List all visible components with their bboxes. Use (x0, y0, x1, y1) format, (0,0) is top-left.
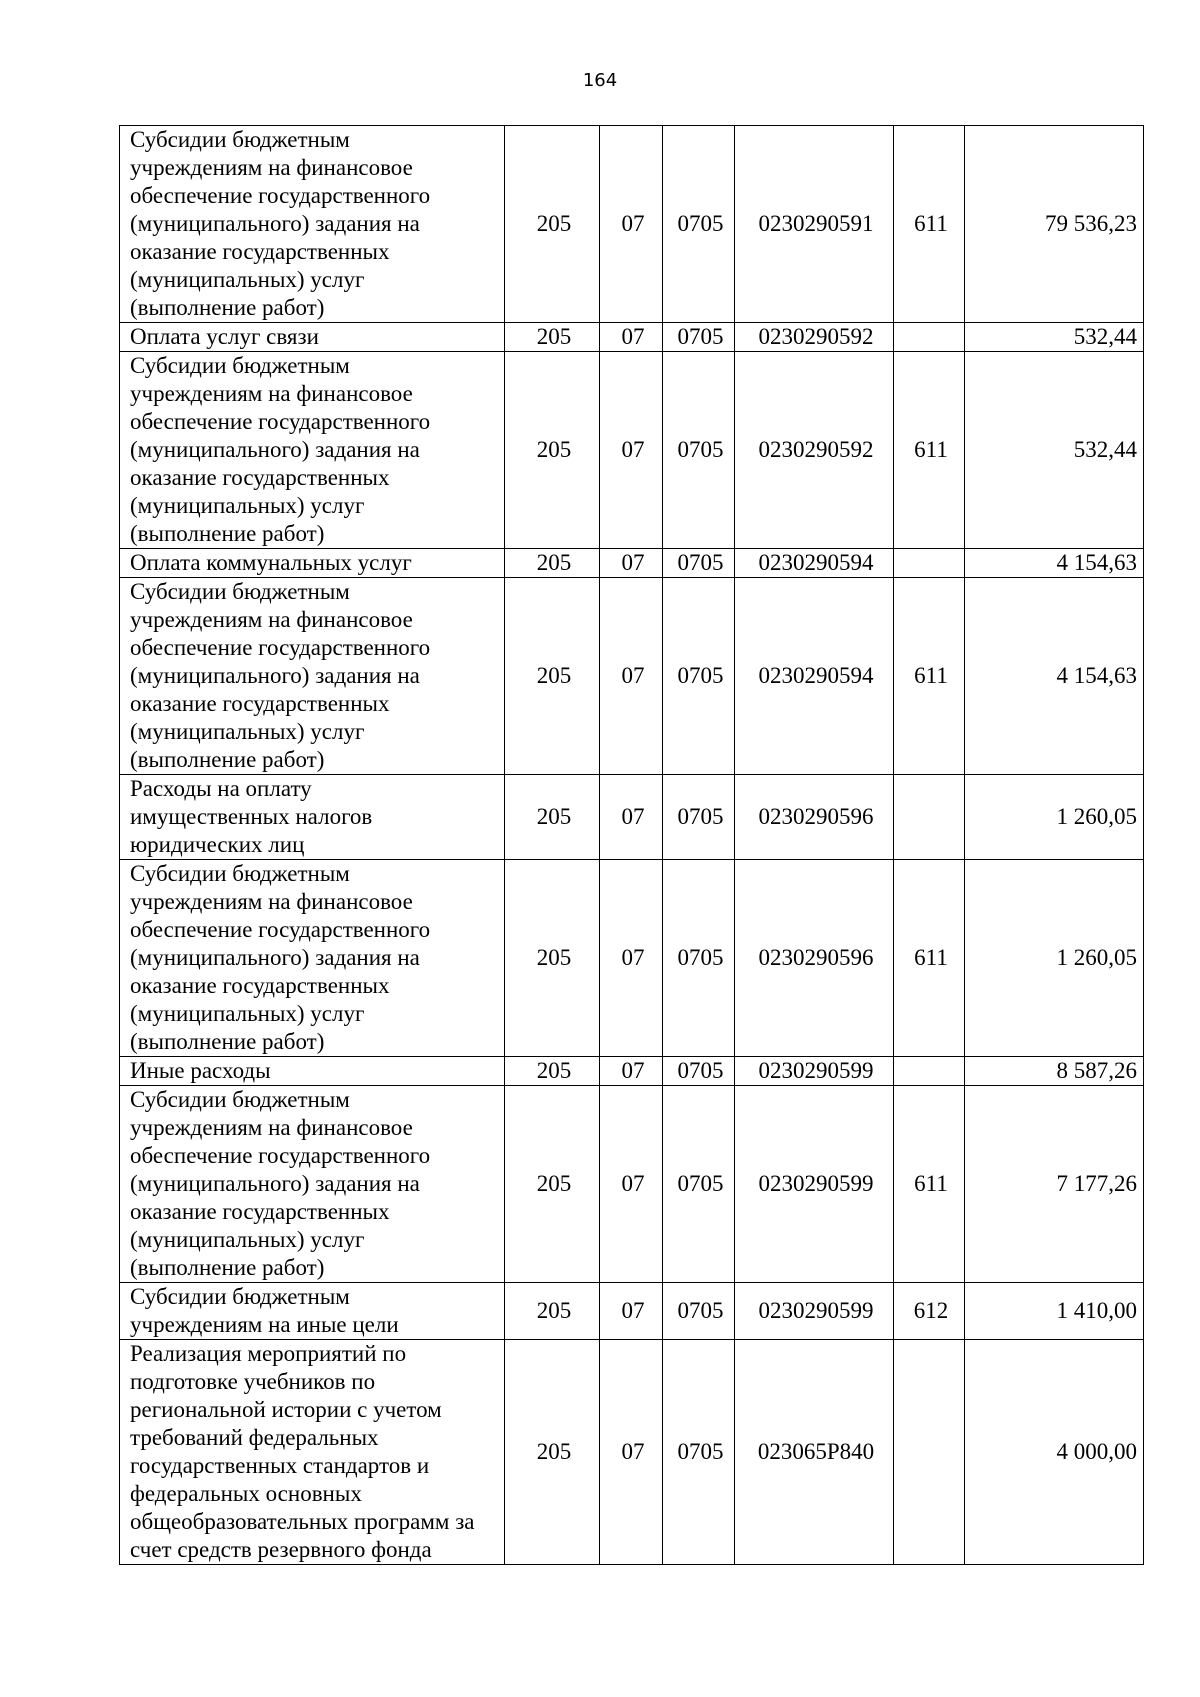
amount: 4 000,00 (965, 1340, 1144, 1565)
target-article-code: 0230290592 (735, 352, 894, 549)
table-row (120, 775, 1144, 860)
section-code: 07 (600, 352, 663, 549)
table-row (120, 1340, 1144, 1565)
amount: 1 410,00 (965, 1283, 1144, 1340)
expense-type-code: 611 (894, 352, 965, 549)
table-row (120, 578, 1144, 775)
target-article-code: 0230290594 (735, 549, 894, 578)
row-description: Иные расходы (120, 1057, 505, 1086)
expense-type-code (894, 1340, 965, 1565)
subsection-code: 0705 (663, 352, 735, 549)
expense-type-code: 611 (894, 1086, 965, 1283)
section-code: 07 (600, 1340, 663, 1565)
subsection-code: 0705 (663, 549, 735, 578)
amount: 8 587,26 (965, 1057, 1144, 1086)
table-row (120, 352, 1144, 549)
row-description: Субсидии бюджетным учреждениям на финансовое обеспечение государственного (муниципального) задания на оказание государственных (муниципальных) услуг (выполнение работ) (120, 1086, 505, 1283)
ministry-code: 205 (505, 352, 600, 549)
row-description: Субсидии бюджетным учреждениям на финансовое обеспечение государственного (муниципального) задания на оказание государственных (муниципальных) услуг (выполнение работ) (120, 578, 505, 775)
ministry-code: 205 (505, 1057, 600, 1086)
table-row (120, 549, 1144, 578)
subsection-code: 0705 (663, 1086, 735, 1283)
expense-type-code (894, 775, 965, 860)
target-article-code: 0230290599 (735, 1086, 894, 1283)
target-article-code: 0230290592 (735, 323, 894, 352)
table-row (120, 1086, 1144, 1283)
amount: 79 536,23 (965, 126, 1144, 323)
amount: 4 154,63 (965, 549, 1144, 578)
ministry-code: 205 (505, 549, 600, 578)
subsection-code: 0705 (663, 860, 735, 1057)
expense-type-code (894, 549, 965, 578)
section-code: 07 (600, 126, 663, 323)
expense-type-code: 612 (894, 1283, 965, 1340)
table-row (120, 323, 1144, 352)
target-article-code: 0230290594 (735, 578, 894, 775)
section-code: 07 (600, 1283, 663, 1340)
expense-type-code (894, 1057, 965, 1086)
subsection-code: 0705 (663, 126, 735, 323)
table-row (120, 126, 1144, 323)
amount: 1 260,05 (965, 860, 1144, 1057)
expense-type-code: 611 (894, 126, 965, 323)
target-article-code: 0230290596 (735, 860, 894, 1057)
subsection-code: 0705 (663, 1283, 735, 1340)
amount: 532,44 (965, 352, 1144, 549)
row-description: Реализация мероприятий по подготовке учебников по региональной истории с учетом требований федеральных государственных стандартов и федеральных основных общеобразовательных программ за счет средств резервного фонда (120, 1340, 505, 1565)
ministry-code: 205 (505, 1283, 600, 1340)
subsection-code: 0705 (663, 1057, 735, 1086)
expense-type-code: 611 (894, 860, 965, 1057)
expense-type-code: 611 (894, 578, 965, 775)
row-description: Оплата коммунальных услуг (120, 549, 505, 578)
amount: 4 154,63 (965, 578, 1144, 775)
section-code: 07 (600, 578, 663, 775)
ministry-code: 205 (505, 323, 600, 352)
ministry-code: 205 (505, 126, 600, 323)
ministry-code: 205 (505, 578, 600, 775)
section-code: 07 (600, 323, 663, 352)
target-article-code: 0230290599 (735, 1283, 894, 1340)
subsection-code: 0705 (663, 775, 735, 860)
section-code: 07 (600, 1086, 663, 1283)
section-code: 07 (600, 860, 663, 1057)
table-row (120, 860, 1144, 1057)
table-row (120, 1057, 1144, 1086)
amount: 1 260,05 (965, 775, 1144, 860)
ministry-code: 205 (505, 1086, 600, 1283)
row-description: Расходы на оплату имущественных налогов юридических лиц (120, 775, 505, 860)
row-description: Субсидии бюджетным учреждениям на финансовое обеспечение государственного (муниципального) задания на оказание государственных (муниципальных) услуг (выполнение работ) (120, 860, 505, 1057)
row-description: Субсидии бюджетным учреждениям на иные цели (120, 1283, 505, 1340)
row-description: Субсидии бюджетным учреждениям на финансовое обеспечение государственного (муниципального) задания на оказание государственных (муниципальных) услуг (выполнение работ) (120, 352, 505, 549)
expense-type-code (894, 323, 965, 352)
target-article-code: 023065Р840 (735, 1340, 894, 1565)
row-description: Оплата услуг связи (120, 323, 505, 352)
target-article-code: 0230290596 (735, 775, 894, 860)
row-description: Субсидии бюджетным учреждениям на финансовое обеспечение государственного (муниципального) задания на оказание государственных (муниципальных) услуг (выполнение работ) (120, 126, 505, 323)
target-article-code: 0230290591 (735, 126, 894, 323)
amount: 532,44 (965, 323, 1144, 352)
section-code: 07 (600, 775, 663, 860)
budget-table (119, 125, 1144, 1565)
amount: 7 177,26 (965, 1086, 1144, 1283)
target-article-code: 0230290599 (735, 1057, 894, 1086)
page-number: 164 (582, 70, 618, 91)
subsection-code: 0705 (663, 1340, 735, 1565)
section-code: 07 (600, 1057, 663, 1086)
table-row (120, 1283, 1144, 1340)
subsection-code: 0705 (663, 578, 735, 775)
ministry-code: 205 (505, 775, 600, 860)
ministry-code: 205 (505, 1340, 600, 1565)
ministry-code: 205 (505, 860, 600, 1057)
section-code: 07 (600, 549, 663, 578)
subsection-code: 0705 (663, 323, 735, 352)
